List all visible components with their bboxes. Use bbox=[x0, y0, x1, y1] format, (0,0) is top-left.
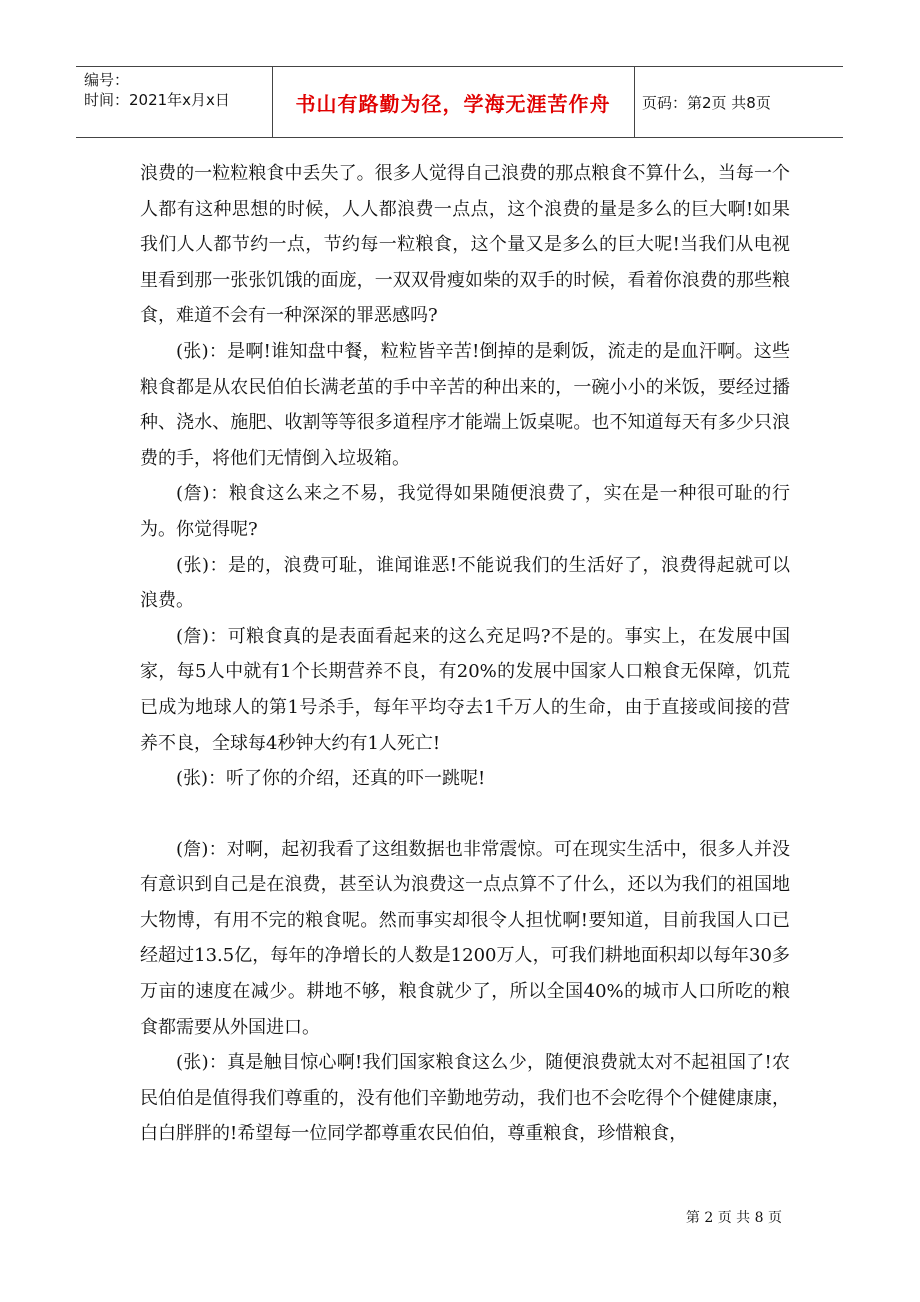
document-body bbox=[140, 156, 790, 1152]
header-meta bbox=[76, 67, 273, 137]
paragraph-gap bbox=[140, 797, 790, 832]
paragraph: (詹)：粮食这么来之不易，我觉得如果随便浪费了，实在是一种很可耻的行为。你觉得呢? bbox=[140, 483, 790, 540]
header-page-info: 页码：第2页 共8页 bbox=[642, 93, 771, 112]
page-header bbox=[76, 66, 843, 138]
page-footer: 第 2 页 共 8 页 bbox=[685, 1210, 782, 1226]
time-label: 时间：2021年x月x日 bbox=[84, 91, 230, 109]
paragraph: (张)：是啊!谁知盘中餐，粒粒皆辛苦!倒掉的是剩饭，流走的是血汗啊。这些粮食都是从农民伯伯长满老茧的手中辛苦的种出来的，一碗小小的米饭，要经过播种、浇水、施肥、收割等等很多道程序才能端上饭桌呢。也不知道每天有多少只浪费的手，将他们无情倒入垃圾箱。 bbox=[140, 340, 790, 469]
serial-label: 编号： bbox=[84, 71, 130, 89]
header-page-cell bbox=[634, 67, 843, 137]
paragraph: (张)：听了你的介绍，还真的吓一跳呢! bbox=[176, 768, 486, 790]
paragraph: (詹)：可粮食真的是表面看起来的这么充足吗?不是的。事实上，在发展中国家，每5人中就有1个长期营养不良，有20%的发展中国家人口粮食无保障，饥荒已成为地球人的第1号杀手，每年平均夺去1千万人的生命，由于直接或间接的营养不良，全球每4秒钟大约有1人死亡! bbox=[140, 625, 790, 754]
motto: 书山有路勤为径，学海无涯苦作舟 bbox=[295, 91, 611, 116]
paragraph: (詹)：对啊，起初我看了这组数据也非常震惊。可在现实生活中，很多人并没有意识到自己是在浪费，甚至认为浪费这一点点算不了什么，还以为我们的祖国地大物博，有用不完的粮食呢。然而事实却很令人担忧啊!要知道，目前我国人口已经超过13.5亿，每年的净增长的人数是1200万人，可我们耕地面积却以每年30多万亩的速度在减少。耕地不够，粮食就少了，所以全国40%的城市人口所吃的粮食都需要从外国进口。 bbox=[140, 838, 790, 1038]
paragraph: 浪费的一粒粒粮食中丢失了。很多人觉得自己浪费的那点粮食不算什么，当每一个人都有这种思想的时候，人人都浪费一点点，这个浪费的量是多么的巨大啊!如果我们人人都节约一点，节约每一粒粮食，这个量又是多么的巨大呢!当我们从电视里看到那一张张饥饿的面庞，一双双骨瘦如柴的双手的时候，看着你浪费的那些粮食，难道不会有一种深深的罪恶感吗? bbox=[140, 163, 790, 327]
paragraph: (张)：是的，浪费可耻，谁闻谁恶!不能说我们的生活好了，浪费得起就可以浪费。 bbox=[140, 554, 790, 612]
header-motto-cell bbox=[272, 67, 635, 137]
paragraph: (张)：真是触目惊心啊!我们国家粮食这么少，随便浪费就太对不起祖国了!农民伯伯是值得我们尊重的，没有他们辛勤地劳动，我们也不会吃得个个健健康康，白白胖胖的!希望每一位同学都尊重农民伯伯，尊重粮食，珍惜粮食， bbox=[140, 1052, 790, 1145]
